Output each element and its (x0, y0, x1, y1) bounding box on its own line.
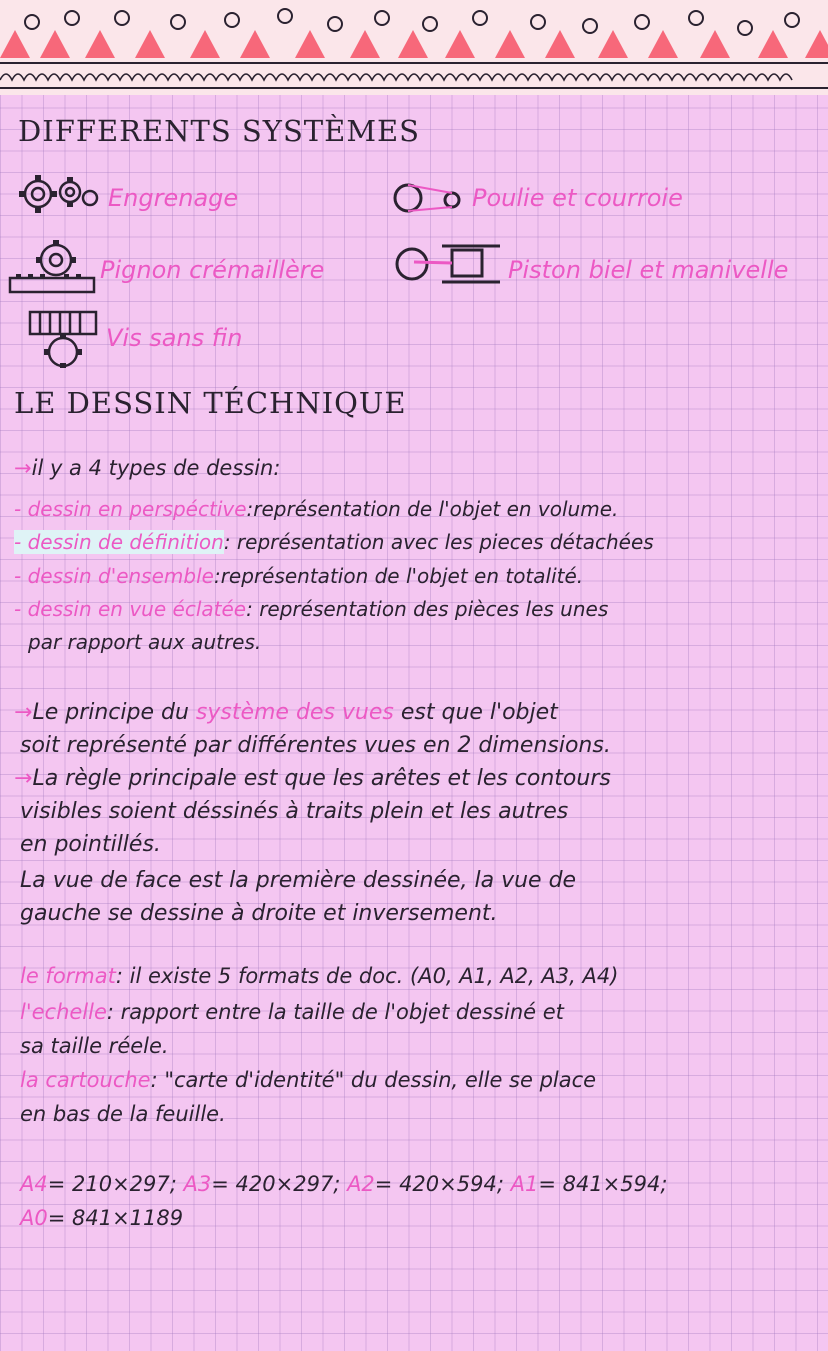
intro-text: il y a 4 types de dessin: (31, 456, 281, 480)
type-line-2 (14, 530, 654, 554)
type-term: - dessin de définition (14, 530, 224, 554)
size-key: A0 (20, 1206, 48, 1230)
sizes-line (20, 1172, 667, 1196)
rack-pinion-icon (6, 236, 98, 298)
principle-line-1 (14, 700, 558, 725)
rule-line-1 (14, 766, 611, 791)
worm-screw-icon (26, 308, 104, 370)
size-value: = 841×594; (538, 1172, 668, 1196)
principle-term: système des vues (195, 700, 394, 725)
echelle-cont: sa taille réele. (20, 1034, 169, 1058)
principle-pre: Le principe du (32, 700, 196, 725)
type-def: :représentation de l'objet en totalité. (213, 564, 584, 588)
echelle-def: : rapport entre la taille de l'objet dessiné et (106, 1000, 564, 1024)
size-a0-line (20, 1206, 183, 1230)
decorative-banner (0, 0, 828, 95)
size-key: A1 (510, 1172, 539, 1196)
cartouche-line (20, 1068, 596, 1092)
principle-line-2: soit représenté par différentes vues en 2 dimensions. (20, 733, 611, 758)
piston-crank-icon (394, 242, 506, 286)
system-label-piston: Piston biel et manivelle (508, 256, 789, 284)
rule-line-3: en pointillés. (20, 832, 161, 857)
type-line-cont: par rapport aux autres. (28, 630, 262, 654)
format-term: le format (20, 964, 116, 988)
size-value: = 420×594; (374, 1172, 504, 1196)
cartouche-def: : "carte d'identité" du dessin, elle se place (150, 1068, 597, 1092)
rule-text: La règle principale est que les arêtes et les contours (32, 766, 611, 791)
type-def: :représentation de l'objet en volume. (246, 497, 619, 521)
arrow-icon: → (14, 700, 33, 725)
echelle-term: l'echelle (20, 1000, 107, 1024)
format-line (20, 964, 618, 988)
size-value: = 420×297; (211, 1172, 341, 1196)
size-key: A4 (20, 1172, 48, 1196)
type-line-1 (14, 497, 618, 521)
section-title-dessin: LE DESSIN TÉCHNIQUE (14, 386, 407, 420)
echelle-line (20, 1000, 564, 1024)
system-label-engrenage: Engrenage (108, 184, 239, 212)
rule-line-2: visibles soient déssinés à traits plein et les autres (20, 799, 569, 824)
type-term: - dessin en perspéctive (14, 497, 247, 521)
cartouche-term: la cartouche (20, 1068, 151, 1092)
system-label-pignon: Pignon crémaillère (100, 256, 325, 284)
type-def: : représentation des pièces les unes (246, 597, 609, 621)
type-term: - dessin en vue éclatée (14, 597, 247, 621)
type-term: - dessin d'ensemble (14, 564, 214, 588)
arrow-icon: → (14, 456, 32, 480)
size-key: A3 (183, 1172, 212, 1196)
banner-pattern (0, 0, 828, 95)
intro-line (14, 456, 280, 480)
type-line-3 (14, 564, 583, 588)
size-key: A2 (347, 1172, 375, 1196)
view-line-1: La vue de face est la première dessinée, la vue de (20, 868, 577, 893)
view-line-2: gauche se dessine à droite et inversement. (20, 901, 498, 926)
section-title-systems: DIFFERENTS SYSTÈMES (18, 114, 421, 148)
cartouche-cont: en bas de la feuille. (20, 1102, 226, 1126)
type-def: : représentation avec les pieces détachées (223, 530, 654, 554)
format-def: : il existe 5 formats de doc. (A0, A1, A2, A3, A4) (115, 964, 619, 988)
size-value: = 210×297; (47, 1172, 177, 1196)
system-label-vis: Vis sans fin (106, 324, 243, 352)
type-line-4 (14, 597, 608, 621)
principle-post: est que l'objet (393, 700, 558, 725)
size-value: = 841×1189 (47, 1206, 184, 1230)
gears-icon (16, 172, 100, 216)
pulley-belt-icon (392, 180, 470, 216)
system-label-poulie: Poulie et courroie (472, 184, 683, 212)
arrow-icon: → (14, 766, 33, 791)
